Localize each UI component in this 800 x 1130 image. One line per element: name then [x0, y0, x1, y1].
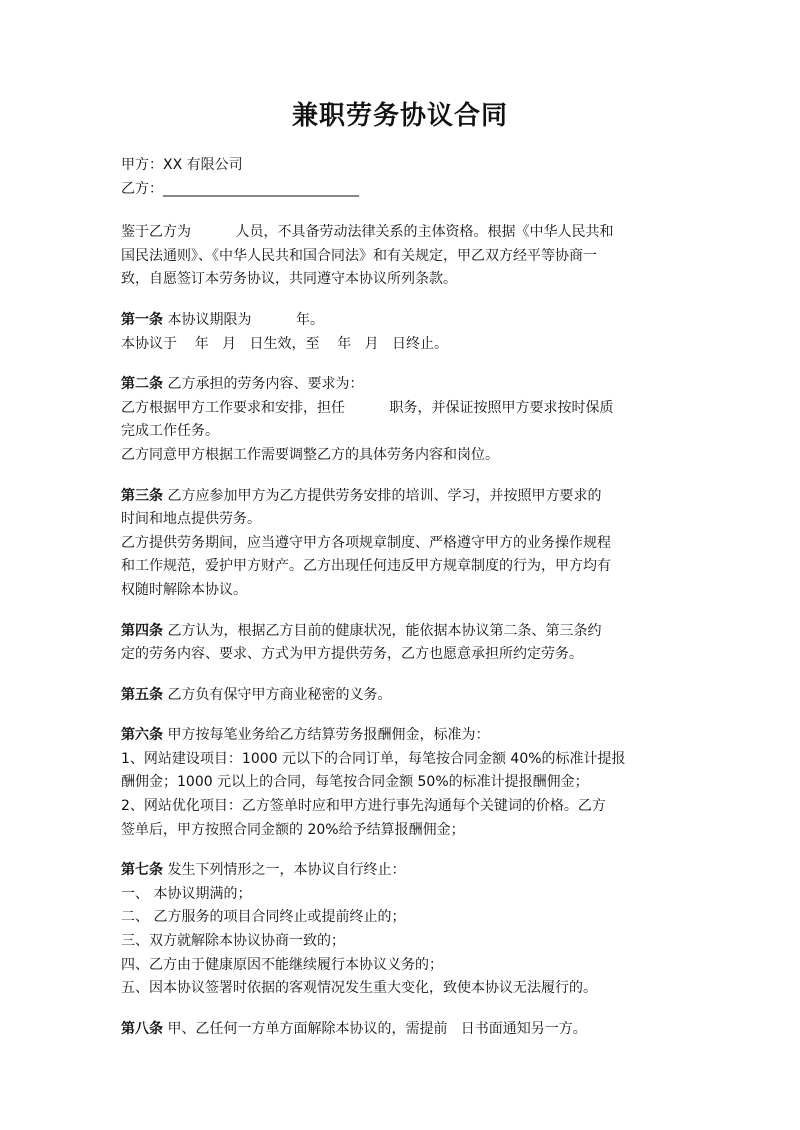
article-label: 第二条 — [121, 376, 163, 393]
article-heading-line — [121, 684, 691, 708]
article-1 — [121, 309, 691, 356]
article-line: 和工作规范，爱护甲方财产。乙方出现任何违反甲方规章制度的行为，甲方均有 — [121, 558, 611, 575]
article-line: 本协议于 年 月 日生效，至 年 月 日终止。 — [121, 335, 449, 352]
article-line: 2、网站优化项目：乙方签单时应和甲方进行事先沟通每个关键词的价格。乙方 — [121, 798, 606, 815]
article-label: 第一条 — [121, 311, 163, 328]
article-7 — [121, 859, 691, 1001]
article-line: 五、因本协议签署时依据的客观情况发生重大变化，致使本协议无法履行的。 — [121, 980, 597, 997]
article-5 — [121, 684, 691, 708]
article-line: 权随时解除本协议。 — [121, 581, 247, 598]
article-line: 定的劳务内容、要求、方式为甲方提供劳务，乙方也愿意承担所约定劳务。 — [121, 646, 583, 663]
article-line: 乙方提供劳务期间，应当遵守甲方各项规章制度、严格遵守甲方的业务操作规程 — [121, 534, 611, 551]
article-line: 三、双方就解除本协议协商一致的； — [121, 933, 345, 950]
article-6 — [121, 724, 691, 842]
preamble-line: 致，自愿签订本劳务协议，共同遵守本协议所列条款。 — [121, 271, 457, 288]
article-line: 乙方根据甲方工作要求和安排，担任 职务，并保证按照甲方要求按时保质 — [121, 399, 614, 416]
article-heading-line — [121, 859, 691, 883]
article-line: 一、 本协议期满的； — [121, 885, 252, 902]
article-heading-line — [121, 1018, 691, 1042]
article-heading-line — [121, 309, 691, 333]
article-heading-line — [121, 724, 691, 748]
article-text: 甲、乙任何一方单方面解除本协议的，需提前 日书面通知另一方。 — [163, 1020, 587, 1037]
article-2 — [121, 373, 691, 467]
preamble — [121, 221, 691, 292]
article-label: 第五条 — [121, 686, 163, 703]
article-8 — [121, 1018, 691, 1042]
article-text: 乙方认为，根据乙方目前的健康状况，能依据本协议第二条、第三条约 — [163, 622, 602, 639]
article-text: 乙方承担的劳务内容、要求为： — [163, 376, 364, 393]
article-label: 第六条 — [121, 727, 163, 744]
article-line: 完成工作任务。 — [121, 423, 219, 440]
article-heading-line — [121, 620, 691, 644]
article-text: 乙方应参加甲方为乙方提供劳务安排的培训、学习，并按照甲方要求的 — [163, 487, 602, 504]
article-line: 四、乙方由于健康原因不能继续履行本协议义务的； — [121, 956, 443, 973]
article-text: 乙方负有保守甲方商业秘密的义务。 — [163, 686, 392, 703]
article-3 — [121, 485, 691, 603]
document-body — [121, 154, 691, 1041]
article-line: 签单后，甲方按照合同金额的 20%给予结算报酬佣金； — [121, 821, 465, 838]
article-label: 第三条 — [121, 487, 163, 504]
article-line: 时间和地点提供劳务。 — [121, 511, 261, 528]
preamble-line: 鉴于乙方为 人员，不具备劳动法律关系的主体资格。根据《中华人民共和 — [121, 224, 614, 241]
article-line: 乙方同意甲方根据工作需要调整乙方的具体劳务内容和岗位。 — [121, 446, 499, 463]
article-line: 二、 乙方服务的项目合同终止或提前终止的； — [121, 909, 406, 926]
party-a-line: 甲方：XX 有限公司 — [121, 157, 243, 173]
article-label: 第七条 — [121, 862, 163, 879]
article-heading-line — [121, 485, 691, 509]
article-line: 酬佣金；1000 元以上的合同，每笔按合同金额 50%的标准计提报酬佣金； — [121, 774, 589, 791]
article-text: 发生下列情形之一，本协议自行终止： — [163, 862, 406, 879]
article-text: 本协议期限为 年。 — [163, 311, 324, 328]
article-label: 第四条 — [121, 622, 163, 639]
article-label: 第八条 — [121, 1020, 163, 1037]
document-title: 兼职劳务协议合同 — [291, 101, 508, 131]
article-line: 1、网站建设项目：1000 元以下的合同订单，每笔按合同金额 40%的标准计提报 — [121, 750, 626, 767]
preamble-line: 国民法通则》、《中华人民共和国合同法》和有关规定，甲乙双方经平等协商一 — [121, 247, 597, 264]
article-text: 甲方按每笔业务给乙方结算劳务报酬佣金，标准为： — [163, 727, 490, 744]
article-heading-line — [121, 373, 691, 397]
article-4 — [121, 620, 691, 667]
party-b-line: 乙方：____________________________ — [121, 180, 359, 197]
